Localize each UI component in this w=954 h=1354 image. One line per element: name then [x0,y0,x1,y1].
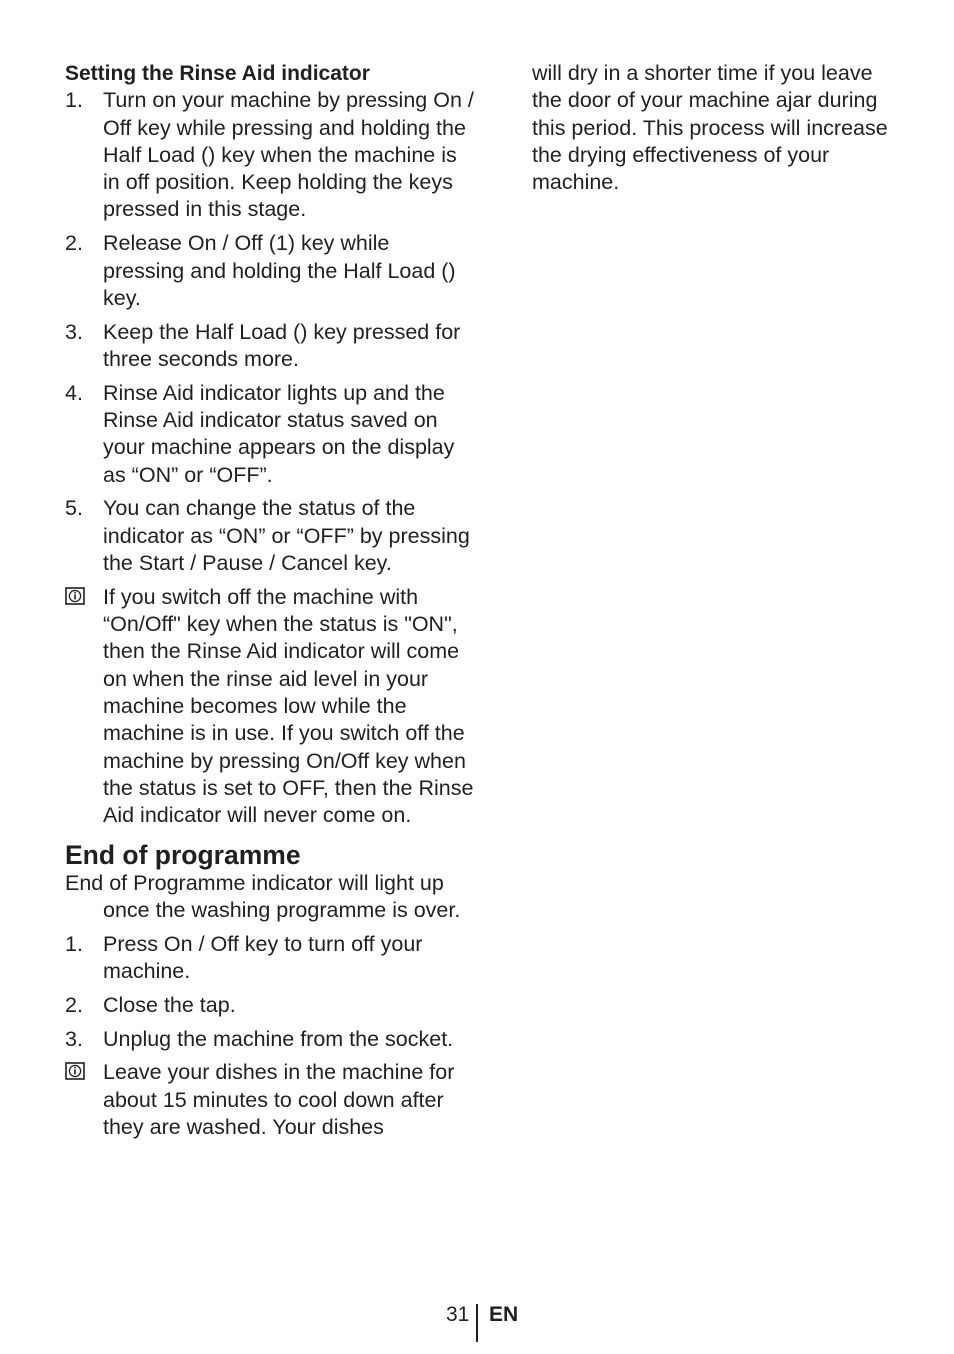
language-code: EN [489,1303,519,1326]
list-number: 3. [65,319,83,344]
info-note [65,584,475,830]
info-icon [65,1062,85,1080]
list-number: 4. [65,380,83,405]
footer-divider [476,1304,478,1342]
list-number: 2. [65,992,83,1017]
list-number: 3. [65,1026,83,1051]
left-column [65,60,475,1148]
list-item [65,1026,475,1053]
info-note [65,1059,475,1141]
list-number: 2. [65,231,83,256]
list-number: 1. [65,88,83,113]
info-note-text: If you switch off the machine with “On/Off" key when the status is "ON", then the Rinse Aid indicator will come on when the rinse aid level in your machine becomes low while the machine is in use. If you switch off the machine by pressing On/Off key when the status is set to OFF, then the Rinse Aid indicator will never come on. [103,584,474,828]
list-number: 1. [65,931,83,956]
list-number: 5. [65,496,83,521]
list-item [65,931,475,986]
list-item [65,495,475,577]
section-heading: End of programme [65,839,301,870]
list-item-text: Turn on your machine by pressing On / Off key while pressing and holding the Half Load () key when the machine is in off position. Keep holding the keys pressed in this stage. [103,88,474,222]
list-item [65,230,475,312]
info-note-text: Leave your dishes in the machine for about 15 minutes to cool down after they are washed. Your dishes [103,1060,455,1139]
list-item [65,380,475,489]
list-item-text: Unplug the machine from the socket. [103,1026,454,1051]
page-number: 31 [446,1303,470,1326]
list-item [65,319,475,374]
list-item [65,87,475,223]
list-item-text: Release On / Off (1) key while pressing and holding the Half Load () key. [103,231,456,310]
rinse-aid-subheading: Setting the Rinse Aid indicator [65,62,370,85]
list-item-text: You can change the status of the indicator as “ON” or “OFF” by pressing the Start / Pause / Cancel key. [103,496,470,576]
list-item-text: Close the tap. [103,992,236,1017]
info-icon [65,587,85,605]
list-item-text: Press On / Off key to turn off your machine. [103,931,423,983]
continuation-paragraph: will dry in a shorter time if you leave the door of your machine ajar during this period. This process will increase the drying effectiveness of your machine. [532,61,888,195]
right-column [532,60,902,196]
list-item-text: Keep the Half Load () key pressed for three seconds more. [103,319,461,371]
list-item-text: Rinse Aid indicator lights up and the Rinse Aid indicator status saved on your machine appears on the display as “ON” or “OFF”. [103,380,455,487]
intro-paragraph: End of Programme indicator will light up once the washing programme is over. [65,870,461,922]
list-item [65,992,475,1019]
